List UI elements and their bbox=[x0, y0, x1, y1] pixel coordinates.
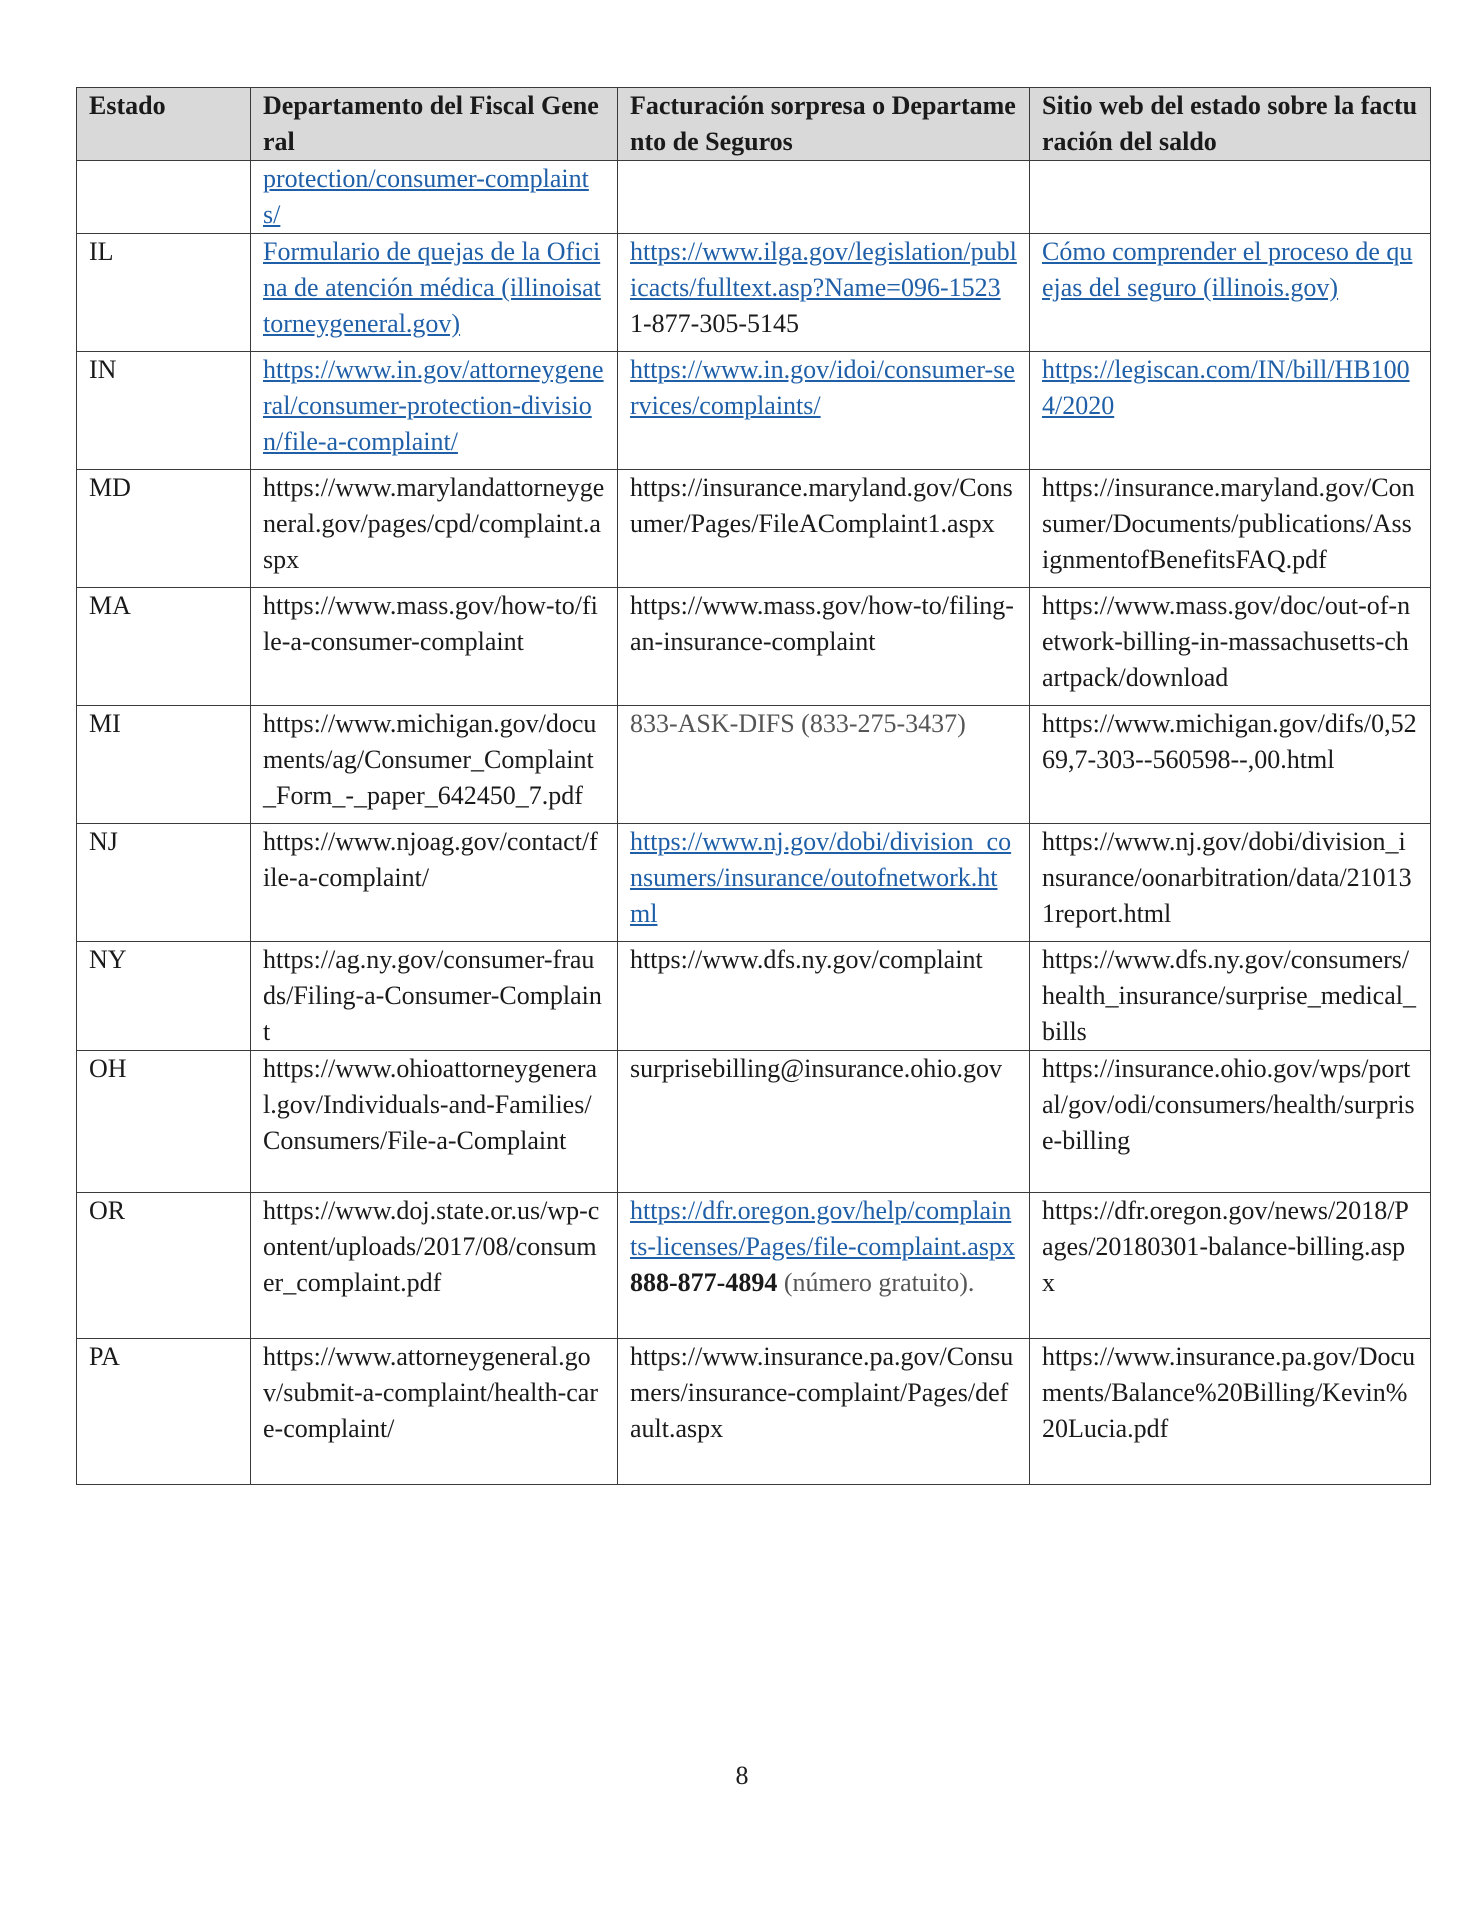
state-website-cell: https://insurance.ohio.gov/wps/portal/gov/odi/consumers/health/surprise-billing bbox=[1030, 1051, 1431, 1193]
attorney-general-cell: https://www.mass.gov/how-to/file-a-consumer-complaint bbox=[251, 588, 618, 706]
attorney-general-cell: https://www.ohioattorneygeneral.gov/Individuals-and-Families/Consumers/File-a-Complaint bbox=[251, 1051, 618, 1193]
state-cell: MI bbox=[77, 706, 251, 824]
insurance-dept-cell bbox=[618, 161, 1030, 234]
state-cell: MD bbox=[77, 470, 251, 588]
insurance-dept-cell bbox=[618, 234, 1030, 352]
insurance-dept-note: (número gratuito). bbox=[777, 1268, 975, 1297]
attorney-general-cell: https://www.attorneygeneral.gov/submit-a-complaint/health-care-complaint/ bbox=[251, 1339, 618, 1485]
table-row bbox=[77, 706, 1431, 824]
state-cell: NJ bbox=[77, 824, 251, 942]
insurance-dept-cell bbox=[618, 352, 1030, 470]
attorney-general-cell: https://www.marylandattorneygeneral.gov/pages/cpd/complaint.aspx bbox=[251, 470, 618, 588]
table-header-row bbox=[77, 88, 1431, 161]
table-row bbox=[77, 234, 1431, 352]
state-website-cell bbox=[1030, 234, 1431, 352]
state-cell: IL bbox=[77, 234, 251, 352]
state-website-cell bbox=[1030, 352, 1431, 470]
state-website-cell: https://www.insurance.pa.gov/Documents/Balance%20Billing/Kevin%20Lucia.pdf bbox=[1030, 1339, 1431, 1485]
attorney-general-cell bbox=[251, 234, 618, 352]
state-cell: OH bbox=[77, 1051, 251, 1193]
insurance-dept-cell bbox=[618, 1193, 1030, 1339]
table-row bbox=[77, 161, 1431, 234]
state-cell bbox=[77, 161, 251, 234]
state-cell: IN bbox=[77, 352, 251, 470]
state-cell: MA bbox=[77, 588, 251, 706]
attorney-general-link[interactable]: Formulario de quejas de la Oficina de atención médica (illinoisattorneygeneral.gov) bbox=[263, 237, 601, 338]
state-website-cell: https://www.michigan.gov/difs/0,5269,7-303--560598--,00.html bbox=[1030, 706, 1431, 824]
insurance-dept-phone: 1-877-305-5145 bbox=[630, 309, 799, 338]
header-attorney-general: Departamento del Fiscal General bbox=[251, 88, 618, 161]
insurance-dept-cell: surprisebilling@insurance.ohio.gov bbox=[618, 1051, 1030, 1193]
table-row bbox=[77, 942, 1431, 1051]
insurance-dept-link[interactable]: https://www.ilga.gov/legislation/publicacts/fulltext.asp?Name=096-1523 bbox=[630, 237, 1017, 302]
header-insurance-dept: Facturación sorpresa o Departamento de Seguros bbox=[618, 88, 1030, 161]
state-website-cell: https://www.mass.gov/doc/out-of-network-billing-in-massachusetts-chartpack/download bbox=[1030, 588, 1431, 706]
attorney-general-cell: https://ag.ny.gov/consumer-frauds/Filing-a-Consumer-Complaint bbox=[251, 942, 618, 1051]
attorney-general-cell bbox=[251, 161, 618, 234]
attorney-general-cell: https://www.doj.state.or.us/wp-content/uploads/2017/08/consumer_complaint.pdf bbox=[251, 1193, 618, 1339]
attorney-general-link[interactable]: https://www.in.gov/attorneygeneral/consumer-protection-division/file-a-complaint/ bbox=[263, 355, 604, 456]
insurance-dept-link[interactable]: https://www.nj.gov/dobi/division_consumers/insurance/outofnetwork.html bbox=[630, 827, 1012, 928]
insurance-dept-cell: https://www.mass.gov/how-to/filing-an-insurance-complaint bbox=[618, 588, 1030, 706]
insurance-dept-cell bbox=[618, 824, 1030, 942]
table-row bbox=[77, 1051, 1431, 1193]
header-estado: Estado bbox=[77, 88, 251, 161]
table-row bbox=[77, 470, 1431, 588]
table-row bbox=[77, 1193, 1431, 1339]
table-row bbox=[77, 824, 1431, 942]
page-number: 8 bbox=[735, 1761, 749, 1790]
state-website-cell: https://www.dfs.ny.gov/consumers/health_insurance/surprise_medical_bills bbox=[1030, 942, 1431, 1051]
attorney-general-cell: https://www.njoag.gov/contact/file-a-complaint/ bbox=[251, 824, 618, 942]
state-cell: PA bbox=[77, 1339, 251, 1485]
state-website-link[interactable]: Cómo comprender el proceso de quejas del seguro (illinois.gov) bbox=[1042, 237, 1413, 302]
insurance-dept-cell: https://insurance.maryland.gov/Consumer/Pages/FileAComplaint1.aspx bbox=[618, 470, 1030, 588]
state-cell: OR bbox=[77, 1193, 251, 1339]
attorney-general-cell: https://www.michigan.gov/documents/ag/Consumer_Complaint_Form_-_paper_642450_7.pdf bbox=[251, 706, 618, 824]
insurance-dept-cell: https://www.insurance.pa.gov/Consumers/insurance-complaint/Pages/default.aspx bbox=[618, 1339, 1030, 1485]
attorney-general-cell bbox=[251, 352, 618, 470]
state-website-cell: https://dfr.oregon.gov/news/2018/Pages/20180301-balance-billing.aspx bbox=[1030, 1193, 1431, 1339]
state-website-link[interactable]: https://legiscan.com/IN/bill/HB1004/2020 bbox=[1042, 355, 1410, 420]
insurance-dept-link[interactable]: https://dfr.oregon.gov/help/complaints-licenses/Pages/file-complaint.aspx bbox=[630, 1196, 1015, 1261]
insurance-dept-link[interactable]: https://www.in.gov/idoi/consumer-services/complaints/ bbox=[630, 355, 1015, 420]
table-row bbox=[77, 1339, 1431, 1485]
state-website-cell: https://insurance.maryland.gov/Consumer/Documents/publications/AssignmentofBenefitsFAQ.pdf bbox=[1030, 470, 1431, 588]
header-state-website: Sitio web del estado sobre la facturación del saldo bbox=[1030, 88, 1431, 161]
insurance-dept-phone: 888-877-4894 bbox=[630, 1268, 778, 1297]
insurance-dept-cell: 833-ASK-DIFS (833-275-3437) bbox=[618, 706, 1030, 824]
state-website-cell bbox=[1030, 161, 1431, 234]
states-complaint-table bbox=[76, 87, 1431, 1485]
insurance-dept-cell: https://www.dfs.ny.gov/complaint bbox=[618, 942, 1030, 1051]
state-cell: NY bbox=[77, 942, 251, 1051]
table-row bbox=[77, 352, 1431, 470]
state-website-cell: https://www.nj.gov/dobi/division_insurance/oonarbitration/data/210131report.html bbox=[1030, 824, 1431, 942]
table-row bbox=[77, 588, 1431, 706]
attorney-general-link[interactable]: protection/consumer-complaints/ bbox=[263, 164, 589, 229]
